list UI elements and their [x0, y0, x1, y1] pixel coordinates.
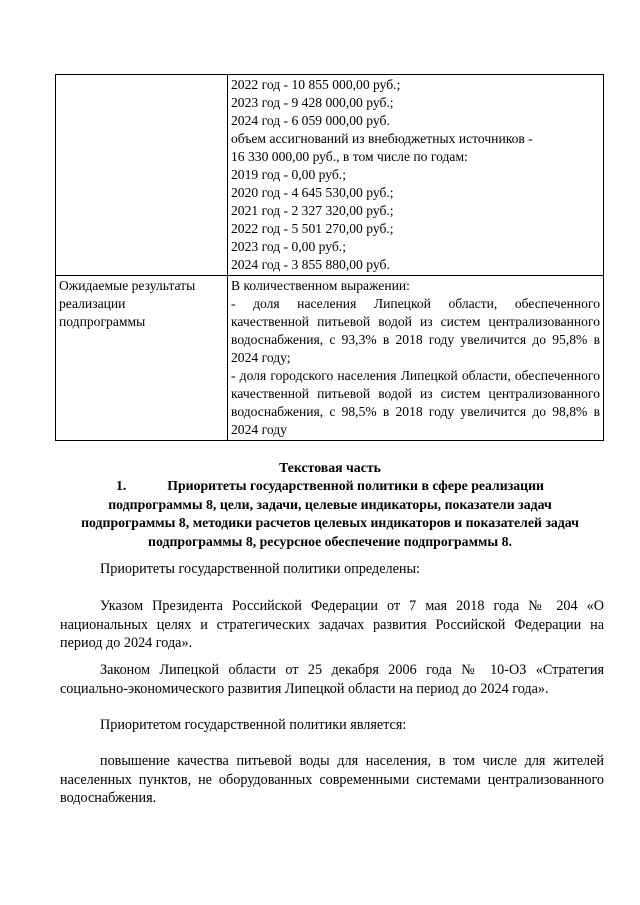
section-title: Текстовая часть [279, 460, 381, 475]
section-heading [60, 477, 600, 551]
row-label-line: реализации [59, 296, 126, 311]
table-cell-empty [56, 75, 228, 276]
funding-cell [228, 75, 604, 276]
funding-line: 2020 год - 4 645 530,00 руб.; [231, 185, 394, 200]
section-heading-first: Приоритеты государственной политики в сфере реализации [167, 478, 545, 493]
result-item: - доля населения Липецкой области, обеспеченного качественной питьевой водой из систем централизованного водоснабжения, с 93,3% в 2018 году увеличится до 95,8% в 2024 году; [231, 296, 600, 365]
paragraph: повышение качества питьевой воды для населения, в том числе для жителей населенных пунктов, не оборудованных современными системами централизованного водоснабжения. [60, 753, 604, 806]
paragraph: Приоритетом государственной политики является: [100, 717, 407, 733]
funding-line: объем ассигнований из внебюджетных источников - [231, 131, 533, 146]
section-heading-first-line [60, 477, 600, 496]
funding-line: 2024 год - 6 059 000,00 руб. [231, 113, 390, 128]
result-item: - доля городского населения Липецкой области, обеспеченного качественной питьевой водой из систем централизованного водоснабжения, с 98,5% в 2018 году увеличится до 98,8% в 2024 году [231, 368, 600, 437]
table-row [56, 276, 604, 441]
funding-line: 2023 год - 0,00 руб.; [231, 239, 346, 254]
funding-line: 2021 год - 2 327 320,00 руб.; [231, 203, 394, 218]
paragraph: Законом Липецкой области от 25 декабря 2006 года № 10-ОЗ «Стратегия социально-экономического развития Липецкой области на период до 2024 года». [60, 662, 604, 697]
section-number: 1. [115, 478, 127, 493]
results-intro: В количественном выражении: [231, 278, 410, 293]
row-label-line: Ожидаемые результаты [59, 278, 196, 293]
expected-results-label-cell [56, 276, 228, 441]
funding-line: 2019 год - 0,00 руб.; [231, 167, 346, 182]
row-label-line: подпрограммы [59, 314, 146, 329]
section-heading-rest: подпрограммы 8, цели, задачи, целевые индикаторы, показатели задач подпрограммы 8, методики расчетов целевых индикаторов и показателей задач подпрограммы 8, ресурсное обеспечение подпрограммы 8. [81, 496, 579, 549]
expected-results-cell [228, 276, 604, 441]
funding-line: 2022 год - 5 501 270,00 руб.; [231, 221, 394, 236]
funding-line: 2022 год - 10 855 000,00 руб.; [231, 77, 401, 92]
funding-line: 2024 год - 3 855 880,00 руб. [231, 257, 390, 272]
paragraph: Указом Президента Российской Федерации от 7 мая 2018 года № 204 «О национальных целях и стратегических задачах развития Российской Федерации на период до 2024 года». [60, 598, 604, 651]
funding-line: 2023 год - 9 428 000,00 руб.; [231, 95, 394, 110]
funding-line: 16 330 000,00 руб., в том числе по годам: [231, 149, 468, 164]
paragraph: Приоритеты государственной политики определены: [100, 561, 420, 577]
table-row [56, 75, 604, 276]
subprogram-passport-table [55, 74, 604, 441]
